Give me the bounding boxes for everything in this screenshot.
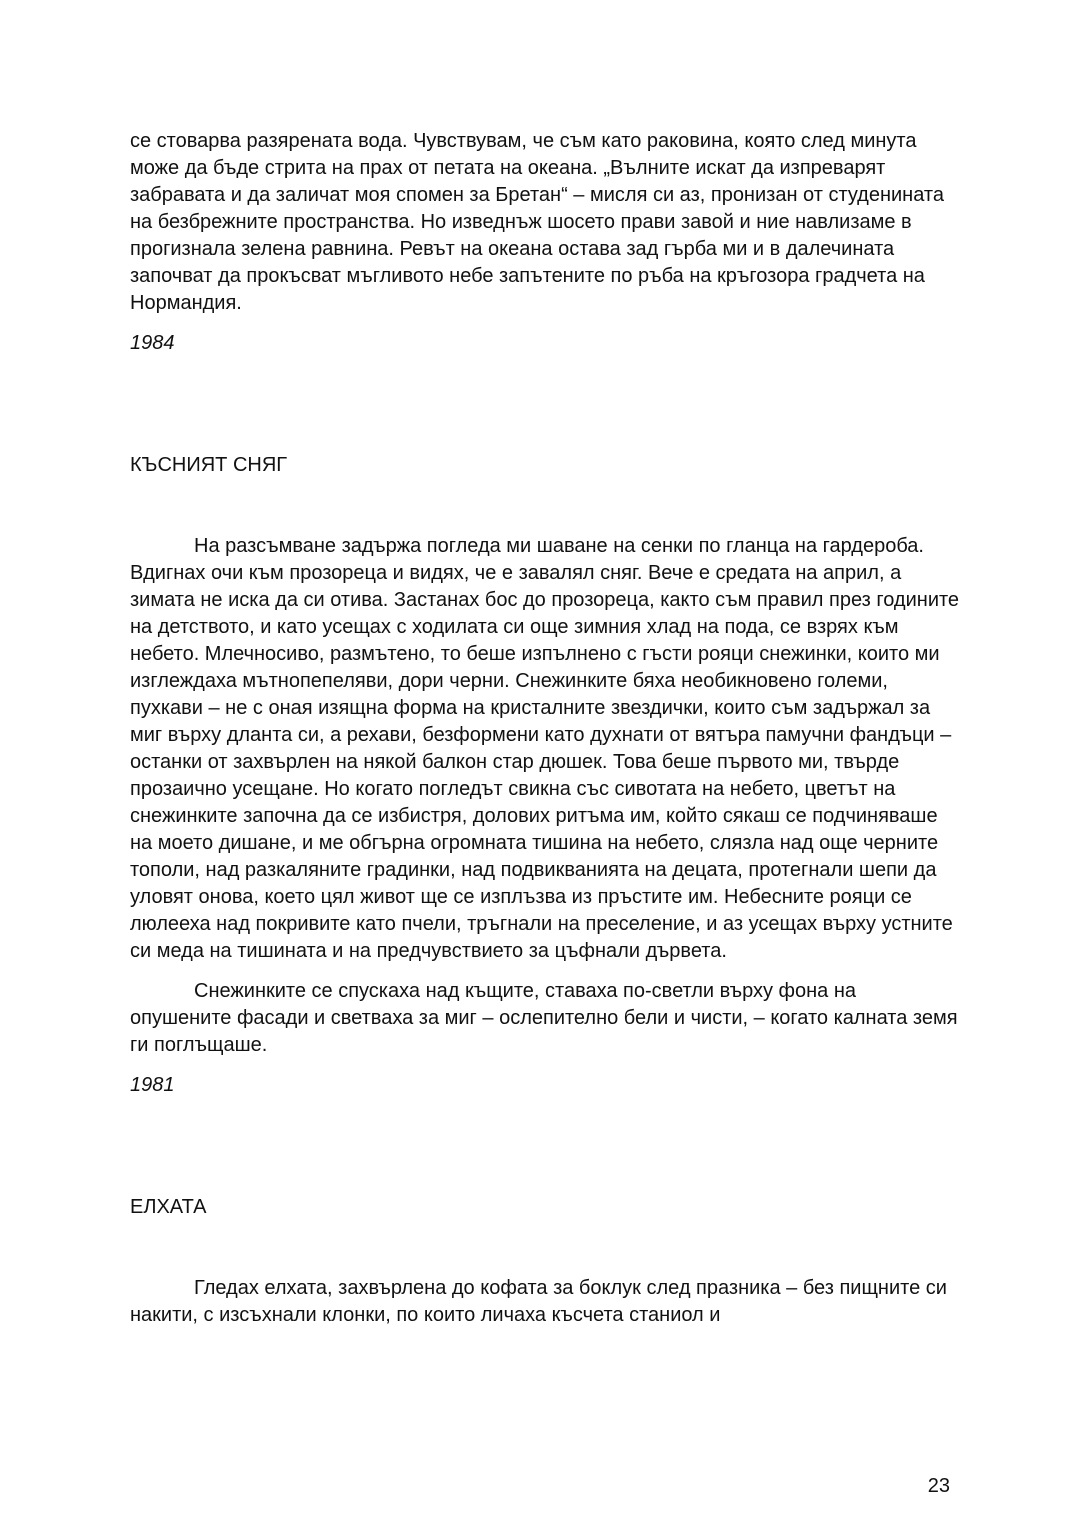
- year-label: 1981: [130, 1074, 175, 1096]
- paragraph: На разсъмване задържа погледа ми шаване на сенки по гланца на гардероба. Вдигнах очи към прозореца и видях, че е завалял сняг. Вече е средата на април, а зимата не иска да си отива. Застанах бос до прозореца, както съм правил през годините на детството, и като усещах с ходилата си още зимния хлад на пода, се взрях към небето. Млечносиво, размътено, то беше изпълнено с гъсти рояци снежинки, които ми изглеждаха мътнопепеляви, дори черни. Снежинките бяха необикновено големи, пухкави – не с оная изящна форма на кристалните звездички, които съм задържал за миг върху дланта си, а рехави, безформени като духнати от вятъра памучни фандъци – останки от захвърлен на някой балкон стар дюшек. Това беше първото ми, твърде прозаично усещане. Но когато погледът свикна със сивотата на небето, цветът на снежинките започна да се избистря, долових ритъма им, който сякаш се подчиняваше на моето дишане, и ме обгърна огромната тишина на небето, слязла над още черните тополи, над разкаляните градинки, над подвикванията на децата, протегнали шепи да уловят онова, което цял живот ще се изплъзва из пръстите им. Небесните рояци се люлееха над покривите като пчели, тръгнали на преселение, и аз усещах върху устните си меда на тишината и на предчувствието за цъфнали дървета.: [130, 535, 960, 962]
- page-body: [130, 128, 960, 1329]
- paragraph: Гледах елхата, захвърлена до кофата за боклук след празника – без пищните си накити, с изсъхнали клонки, по които личаха късчета станиол и: [130, 1277, 947, 1326]
- paragraph: Снежинките се спускаха над къщите, ставаха по-светли върху фона на опушените фасади и светваха за миг – ослепително бели и чисти, – когато калната земя ги поглъщаше.: [130, 980, 958, 1056]
- year-label: 1984: [130, 332, 175, 354]
- paragraph-continuation: се стоварва разярената вода. Чувствувам, че съм като раковина, която след минута може да бъде стрита на прах от петата на океана. „Вълните искат да изпреварят забравата и да заличат моя спомен за Бретан“ – мисля си аз, пронизан от студенината на безбрежните пространства. Но изведнъж шосето прави завой и ние навлизаме в прогизнала зелена равнина. Ревът на океана остава зад гърба ми и в далечината започват да прокъсват мъгливото небе запътените по ръба на кръгозора градчета на Нормандия.: [130, 130, 944, 314]
- story-title-tree: ЕЛХАТА: [130, 1196, 207, 1218]
- page-number: 23: [927, 1475, 950, 1497]
- story-title-late-snow: КЪСНИЯТ СНЯГ: [130, 454, 288, 476]
